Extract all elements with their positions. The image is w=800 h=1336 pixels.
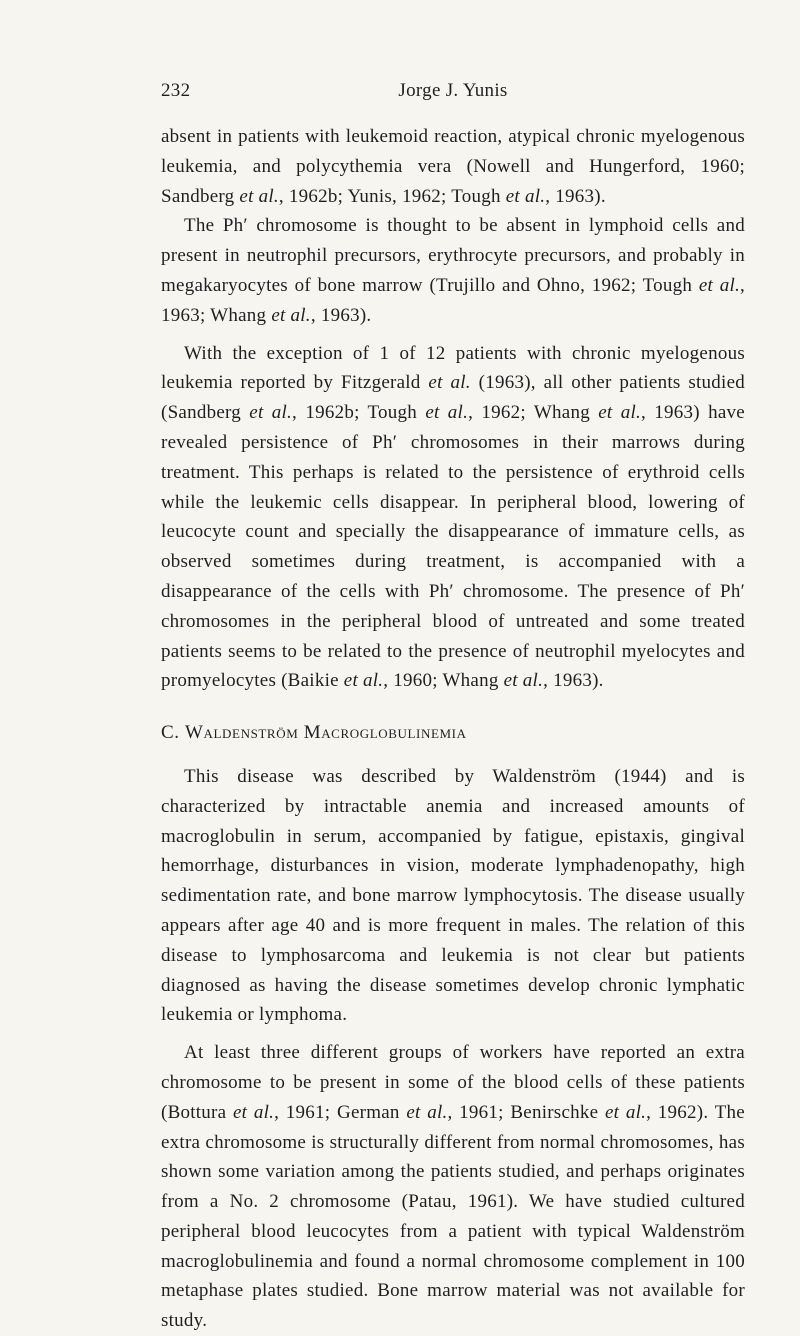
et-al: et al.: [343, 670, 384, 692]
text-run: , 1963).: [543, 670, 604, 692]
paragraph-3: [161, 339, 745, 697]
text-run: , 1962b; Tough: [292, 402, 426, 424]
text-run: , 1963) have revealed persistence of Ph′ chromosomes in their marrows during treatment. This perhaps is related to the persistence of erythroid cells while the leukemic cells disappear. In peripheral blood, lowering of leucocyte count and specially the disappearance of immature cells, as observed sometimes during treatment, is accompanied with a disappearance of the cells with Ph′ chromosome. The presence of Ph′ chromosomes in the peripheral blood of untreated and some treated patients seems to be related to the presence of neutrophil myelocytes and promyelocytes (Baikie: [161, 402, 745, 692]
section-letter: C.: [161, 722, 180, 744]
et-al: et al.: [598, 402, 641, 424]
et-al: et al.: [239, 185, 279, 207]
text-run: , 1962b; Yunis, 1962; Tough: [278, 185, 506, 207]
et-al: et al.: [505, 185, 546, 207]
et-al: et al.: [232, 1101, 275, 1123]
et-al: et al.: [406, 1101, 448, 1123]
body-text: [161, 122, 745, 1336]
text-run: , 1963).: [545, 185, 606, 207]
text-run: The Ph′ chromosome is thought to be absent in lymphoid cells and present in neutrophil precursors, erythrocyte precursors, and probably in megakaryocytes of bone marrow (Trujillo and Ohno, 1962; Tough: [161, 215, 745, 296]
paragraph-4: [161, 762, 745, 1030]
section-heading: [161, 718, 745, 748]
text-run: (1963), all other patients studied (Sandberg: [161, 372, 746, 424]
running-head: Jorge J. Yunis: [398, 80, 508, 101]
paragraph-5: [161, 1038, 745, 1336]
text-run: , 1963; Whang: [161, 274, 745, 326]
section-title: Waldenström Macroglobulinemia: [184, 722, 467, 744]
paragraph-2: [161, 211, 745, 330]
et-al: et al.: [698, 274, 740, 296]
text-run: , 1961; Benirschke: [447, 1101, 605, 1123]
text-run: This disease was described by Waldenström (1944) and is characterized by intractable anemia and increased amounts of macroglobulin in serum, accompanied by fatigue, epistaxis, gingival hemorrhage, disturbances in vision, moderate lymphadenopathy, high sedimentation rate, and bone marrow lymphocytosis. The disease usually appears after age 40 and is more frequent in males. The relation of this disease to lymphosarcoma and leukemia is not clear but patients diagnosed as having the disease sometimes develop chronic lymphatic leukemia or lymphoma.: [161, 765, 745, 1026]
text-run: At least three different groups of workers have reported an extra chromosome to be present in some of the blood cells of these patients (Bottura: [161, 1042, 745, 1123]
et-al: et al.: [503, 670, 544, 692]
et-al: et al.: [604, 1101, 647, 1123]
text-run: , 1962; Whang: [468, 402, 599, 424]
text-run: With the exception of 1 of 12 patients with chronic myelogenous leukemia reported by Fitzgerald: [161, 342, 745, 394]
text-run: , 1961; German: [274, 1101, 407, 1123]
et-al: et al.: [271, 304, 311, 326]
text-run: absent in patients with leukemoid reaction, atypical chronic myelogenous leukemia, and polycythemia vera (Nowell and Hungerford, 1960; Sandberg: [161, 126, 745, 207]
et-al: et al.: [428, 372, 471, 394]
paragraph-1: [161, 122, 745, 211]
text-run: , 1962). The extra chromosome is structurally different from normal chromosomes, has shown some variation among the patients studied, and perhaps originates from a No. 2 chromosome (Patau, 1961). We have studied cultured peripheral blood leucocytes from a patient with typical Waldenström macroglobulinemia and found a normal chromosome complement in 100 metaphase plates studied. Bone marrow material was not available for study.: [161, 1101, 745, 1332]
page-number: 232: [161, 80, 191, 101]
text-run: , 1960; Whang: [383, 670, 504, 692]
text-run: , 1963).: [310, 304, 372, 326]
et-al: et al.: [249, 402, 293, 424]
et-al: et al.: [425, 402, 469, 424]
